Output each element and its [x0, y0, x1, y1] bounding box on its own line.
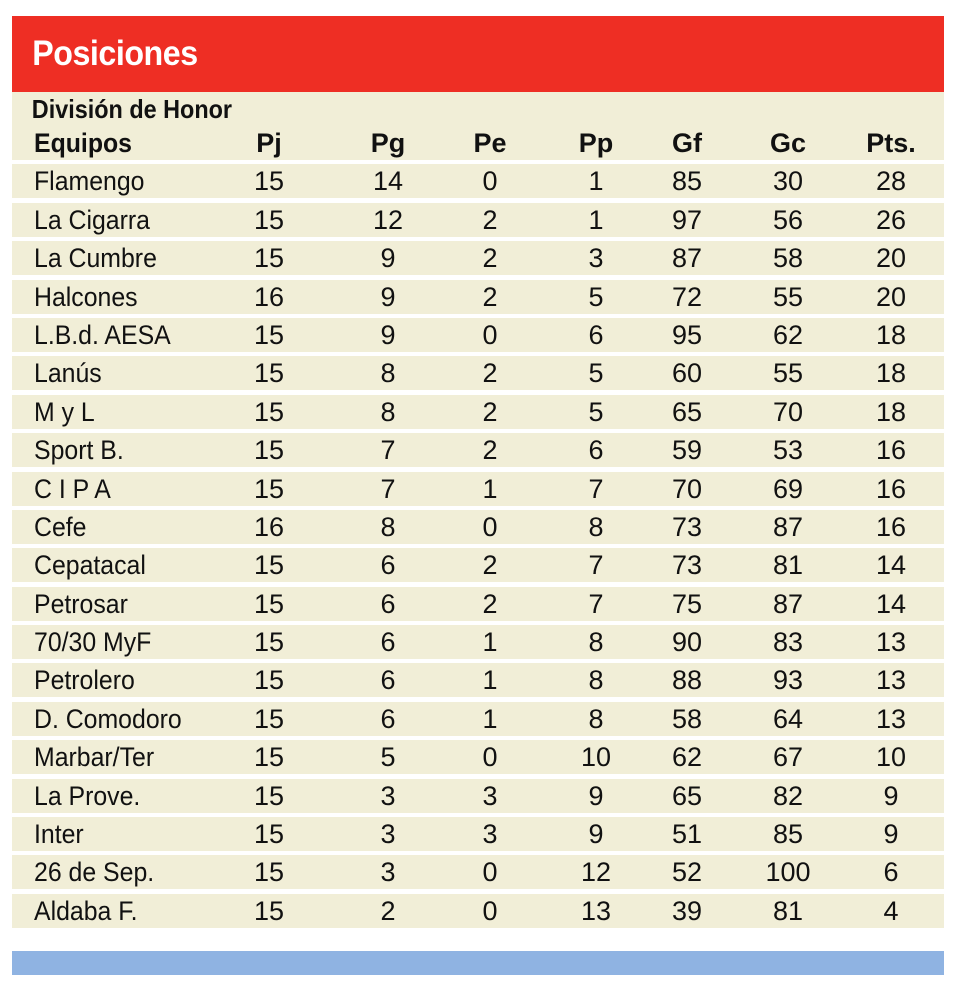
cell-gc: 93 [772, 665, 804, 696]
cell-pj: 15 [253, 166, 285, 197]
cell-pg: 3 [380, 780, 396, 811]
table-row [12, 356, 944, 390]
page-title: Posiciones [32, 34, 198, 73]
cell-pj: 15 [253, 319, 285, 350]
column-header-gc: Gc [769, 128, 807, 158]
cell-gf: 73 [671, 511, 703, 542]
cell-pe: 2 [482, 243, 498, 274]
cell-gc: 82 [772, 780, 804, 811]
title-bar [12, 16, 944, 92]
cell-pts: 4 [883, 895, 899, 926]
cell-pts: 18 [875, 319, 907, 350]
cell-gc: 55 [772, 281, 804, 312]
cell-team: Flamengo [34, 166, 145, 197]
table-row [12, 817, 944, 851]
cell-gc: 81 [772, 895, 804, 926]
cell-gf: 88 [671, 665, 703, 696]
cell-pe: 0 [482, 319, 498, 350]
cell-pg: 6 [380, 588, 396, 619]
table-row [12, 433, 944, 467]
table-row [12, 203, 944, 237]
cell-pp: 12 [580, 857, 612, 888]
cell-team: Cepatacal [34, 550, 146, 581]
cell-pts: 16 [875, 473, 907, 504]
cell-pg: 8 [380, 396, 396, 427]
cell-pg: 6 [380, 550, 396, 581]
cell-pe: 0 [482, 511, 498, 542]
cell-team: Lanús [34, 358, 102, 389]
cell-pts: 9 [883, 819, 899, 850]
cell-pe: 1 [482, 703, 498, 734]
cell-team: La Prove. [34, 780, 141, 811]
cell-team: La Cumbre [34, 243, 157, 274]
cell-pe: 2 [482, 435, 498, 466]
cell-pj: 15 [253, 243, 285, 274]
cell-pe: 2 [482, 358, 498, 389]
cell-pts: 9 [883, 780, 899, 811]
cell-pe: 1 [482, 473, 498, 504]
cell-gc: 64 [772, 703, 804, 734]
cell-gc: 67 [772, 742, 804, 773]
cell-gf: 39 [671, 895, 703, 926]
cell-pp: 8 [588, 511, 604, 542]
cell-gc: 85 [772, 819, 804, 850]
table-row [12, 894, 944, 928]
table-row [12, 510, 944, 544]
division-bar [12, 92, 944, 126]
cell-team: Inter [34, 819, 84, 850]
cell-pts: 14 [875, 588, 907, 619]
table-row [12, 740, 944, 774]
cell-pg: 3 [380, 857, 396, 888]
cell-pg: 3 [380, 819, 396, 850]
cell-pg: 14 [372, 166, 404, 197]
cell-team: C I P A [34, 473, 111, 504]
cell-pp: 6 [588, 319, 604, 350]
cell-pe: 0 [482, 857, 498, 888]
cell-gc: 53 [772, 435, 804, 466]
table-row [12, 395, 944, 429]
cell-gf: 58 [671, 703, 703, 734]
cell-team: Sport B. [34, 435, 124, 466]
cell-pp: 8 [588, 665, 604, 696]
table-row [12, 280, 944, 314]
cell-gc: 87 [772, 588, 804, 619]
cell-pg: 6 [380, 665, 396, 696]
cell-team: L.B.d. AESA [34, 319, 171, 350]
cell-pj: 15 [253, 780, 285, 811]
standings-panel [12, 16, 944, 928]
cell-pg: 9 [380, 281, 396, 312]
cell-pg: 5 [380, 742, 396, 773]
cell-gf: 75 [671, 588, 703, 619]
cell-pj: 15 [253, 435, 285, 466]
cell-pp: 1 [588, 166, 604, 197]
cell-gc: 56 [772, 204, 804, 235]
cell-team: Aldaba F. [34, 895, 138, 926]
cell-gf: 72 [671, 281, 703, 312]
cell-pj: 15 [253, 358, 285, 389]
cell-pts: 13 [875, 627, 907, 658]
cell-gc: 81 [772, 550, 804, 581]
cell-pg: 2 [380, 895, 396, 926]
cell-team: La Cigarra [34, 204, 150, 235]
cell-pe: 2 [482, 550, 498, 581]
cell-pj: 15 [253, 550, 285, 581]
table-row [12, 663, 944, 697]
cell-gf: 51 [671, 819, 703, 850]
cell-pp: 13 [580, 895, 612, 926]
column-header-team: Equipos [34, 128, 132, 158]
cell-pg: 8 [380, 358, 396, 389]
cell-team: 26 de Sep. [34, 857, 155, 888]
cell-team: D. Comodoro [34, 703, 182, 734]
cell-team: 70/30 MyF [34, 627, 152, 658]
cell-pts: 13 [875, 703, 907, 734]
cell-pj: 15 [253, 473, 285, 504]
cell-pp: 9 [588, 819, 604, 850]
cell-pp: 7 [588, 588, 604, 619]
cell-pp: 3 [588, 243, 604, 274]
cell-pe: 2 [482, 281, 498, 312]
cell-pts: 13 [875, 665, 907, 696]
cell-gc: 87 [772, 511, 804, 542]
cell-pts: 28 [875, 166, 907, 197]
cell-gf: 59 [671, 435, 703, 466]
cell-pts: 20 [875, 243, 907, 274]
cell-team: Cefe [34, 511, 87, 542]
cell-gc: 70 [772, 396, 804, 427]
cell-gf: 65 [671, 780, 703, 811]
cell-pj: 15 [253, 819, 285, 850]
cell-pp: 5 [588, 281, 604, 312]
table-header-row [12, 126, 944, 160]
cell-pg: 8 [380, 511, 396, 542]
cell-team: Halcones [34, 281, 138, 312]
column-header-pts: Pts. [866, 128, 916, 158]
cell-pts: 26 [875, 204, 907, 235]
cell-pe: 1 [482, 665, 498, 696]
table-row [12, 587, 944, 621]
cell-pj: 15 [253, 204, 285, 235]
footer-bar [12, 951, 944, 975]
cell-pts: 20 [875, 281, 907, 312]
table-row [12, 702, 944, 736]
cell-pe: 2 [482, 204, 498, 235]
cell-team: M y L [34, 396, 95, 427]
table-body [12, 164, 944, 927]
cell-pp: 1 [588, 204, 604, 235]
cell-pj: 15 [253, 857, 285, 888]
cell-pts: 18 [875, 396, 907, 427]
cell-pts: 6 [883, 857, 899, 888]
cell-pg: 12 [372, 204, 404, 235]
column-header-pp: Pp [578, 128, 614, 158]
cell-pp: 5 [588, 396, 604, 427]
cell-pe: 0 [482, 742, 498, 773]
cell-pp: 8 [588, 703, 604, 734]
column-header-pe: Pe [473, 128, 507, 158]
cell-pg: 9 [380, 319, 396, 350]
table-row [12, 548, 944, 582]
cell-pe: 0 [482, 895, 498, 926]
cell-pe: 1 [482, 627, 498, 658]
cell-gc: 55 [772, 358, 804, 389]
cell-pj: 15 [253, 895, 285, 926]
table-row [12, 241, 944, 275]
division-title: División de Honor [31, 93, 233, 124]
cell-pe: 0 [482, 166, 498, 197]
cell-gc: 30 [772, 166, 804, 197]
cell-team: Petrolero [34, 665, 135, 696]
cell-pp: 9 [588, 780, 604, 811]
cell-pts: 10 [875, 742, 907, 773]
cell-gf: 90 [671, 627, 703, 658]
cell-pg: 7 [380, 473, 396, 504]
cell-pp: 10 [580, 742, 612, 773]
column-header-gf: Gf [672, 128, 702, 158]
cell-pj: 15 [253, 396, 285, 427]
column-header-pg: Pg [370, 128, 406, 158]
cell-pts: 18 [875, 358, 907, 389]
cell-pj: 15 [253, 665, 285, 696]
cell-pp: 7 [588, 550, 604, 581]
cell-gf: 85 [671, 166, 703, 197]
cell-gf: 52 [671, 857, 703, 888]
cell-pe: 2 [482, 396, 498, 427]
cell-team: Marbar/Ter [34, 742, 155, 773]
cell-pe: 2 [482, 588, 498, 619]
cell-gf: 95 [671, 319, 703, 350]
table-row [12, 779, 944, 813]
cell-pg: 6 [380, 627, 396, 658]
cell-gf: 65 [671, 396, 703, 427]
cell-gf: 70 [671, 473, 703, 504]
cell-gc: 69 [772, 473, 804, 504]
cell-pj: 15 [253, 742, 285, 773]
cell-pj: 16 [253, 281, 285, 312]
cell-team: Petrosar [34, 588, 128, 619]
cell-gf: 62 [671, 742, 703, 773]
cell-pg: 9 [380, 243, 396, 274]
table-row [12, 855, 944, 889]
cell-pp: 5 [588, 358, 604, 389]
table-row [12, 625, 944, 659]
cell-gc: 62 [772, 319, 804, 350]
cell-gf: 60 [671, 358, 703, 389]
cell-pj: 15 [253, 627, 285, 658]
cell-pe: 3 [482, 780, 498, 811]
cell-pp: 7 [588, 473, 604, 504]
cell-gf: 87 [671, 243, 703, 274]
cell-pe: 3 [482, 819, 498, 850]
cell-gf: 97 [671, 204, 703, 235]
table-row [12, 318, 944, 352]
cell-gc: 58 [772, 243, 804, 274]
cell-pg: 6 [380, 703, 396, 734]
cell-pp: 6 [588, 435, 604, 466]
cell-pts: 16 [875, 435, 907, 466]
cell-gc: 100 [765, 857, 811, 888]
cell-pg: 7 [380, 435, 396, 466]
cell-pj: 16 [253, 511, 285, 542]
cell-pts: 16 [875, 511, 907, 542]
cell-gc: 83 [772, 627, 804, 658]
table-row [12, 472, 944, 506]
cell-pj: 15 [253, 588, 285, 619]
cell-pts: 14 [875, 550, 907, 581]
column-header-pj: Pj [256, 128, 282, 158]
cell-pp: 8 [588, 627, 604, 658]
cell-gf: 73 [671, 550, 703, 581]
cell-pj: 15 [253, 703, 285, 734]
table-row [12, 164, 944, 198]
